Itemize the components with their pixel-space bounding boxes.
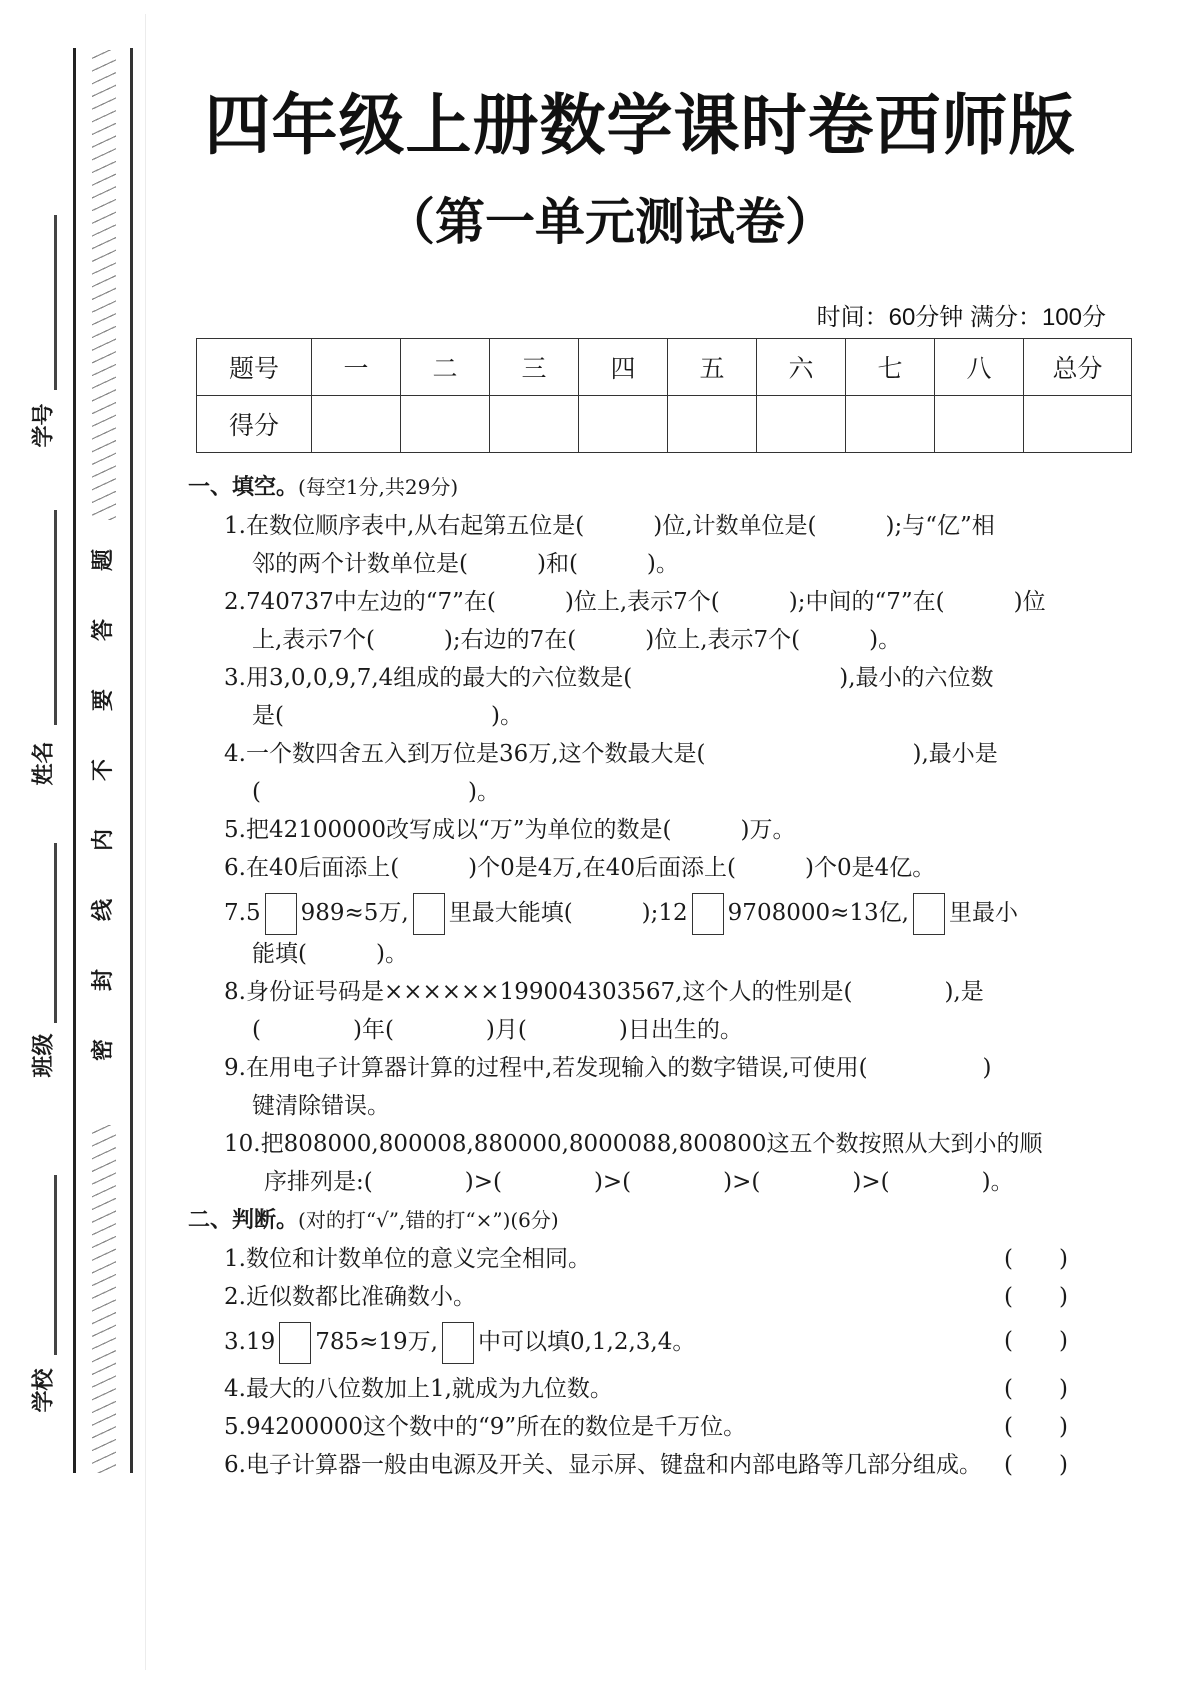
question-text: 6.电子计算器一般由电源及开关、显示屏、键盘和内部电路等几部分组成。 (224, 1452, 982, 1478)
binding-margin (0, 0, 146, 1684)
question-text: 邻的两个计数单位是( )和( )。 (252, 551, 679, 577)
section1-note: (每空1分,共29分) (298, 475, 459, 499)
score-row-label: 得分 (197, 396, 312, 453)
judge-question-3 (188, 1322, 1068, 1364)
score-cell[interactable] (935, 396, 1024, 453)
fill-question-5 (188, 811, 1068, 849)
seal-char: 题 (90, 548, 116, 572)
student-id-field[interactable] (54, 215, 57, 390)
seal-char: 密 (90, 1038, 116, 1062)
question-text: 9708000≈13亿, (727, 900, 909, 926)
exam-meta: 时间：60分钟 满分：100分 (816, 304, 1106, 331)
judge-question-6 (188, 1446, 1068, 1484)
seal-char: 线 (90, 898, 116, 922)
score-cell[interactable] (1024, 396, 1132, 453)
question-text: 5.94200000这个数中的“9”所在的数位是千万位。 (224, 1414, 747, 1440)
fill-question-7 (188, 893, 1068, 973)
question-text: 7.5 (224, 900, 261, 926)
question-text: 2.740737中左边的“7”在( )位上,表示7个( );中间的“7”在( )位 (224, 589, 1046, 615)
hatch-pattern-top (92, 50, 116, 520)
fill-question-9 (188, 1049, 1068, 1125)
question-text: ( )年( )月( )日出生的。 (252, 1017, 743, 1043)
table-header-cell: 一 (312, 339, 401, 396)
seal-char: 答 (90, 618, 116, 642)
question-text: 4.一个数四舍五入到万位是36万,这个数最大是( ),最小是 (224, 741, 998, 767)
score-table-score-row (197, 396, 1132, 453)
table-header-cell: 总分 (1024, 339, 1132, 396)
fill-question-10 (188, 1125, 1068, 1201)
question-text: 里最大能填( );12 (448, 900, 688, 926)
question-text: 4.最大的八位数加上1,就成为九位数。 (224, 1376, 613, 1402)
question-text-group (224, 1322, 695, 1364)
score-cell[interactable] (668, 396, 757, 453)
table-header-cell: 题号 (197, 339, 312, 396)
table-header-cell: 五 (668, 339, 757, 396)
question-text: 能填( )。 (252, 941, 408, 967)
question-text: 5.把42100000改写成以“万”为单位的数是( )万。 (224, 817, 796, 843)
score-cell[interactable] (579, 396, 668, 453)
question-text: ( )。 (252, 779, 500, 805)
question-text: 6.在40后面添上( )个0是4万,在40后面添上( )个0是4亿。 (224, 855, 936, 881)
question-text: 9.在用电子计算器计算的过程中,若发现输入的数字错误,可使用( ) (224, 1055, 992, 1081)
question-text: 1.在数位顺序表中,从右起第五位是( )位,计数单位是( );与“亿”相 (224, 513, 995, 539)
school-label: 学校 (31, 1368, 57, 1413)
answer-blank[interactable]: ( ) (1004, 1376, 1068, 1402)
class-label: 班级 (31, 1033, 57, 1078)
student-id-label: 学号 (31, 403, 57, 448)
answer-box[interactable] (692, 893, 724, 935)
fill-question-6 (188, 849, 1068, 887)
judge-question-4 (188, 1370, 1068, 1408)
section1-heading (188, 468, 1068, 507)
fill-question-1 (188, 507, 1068, 583)
question-text: 3.19 (224, 1329, 276, 1355)
question-text: 2.近似数都比准确数小。 (224, 1284, 476, 1310)
section2-heading (188, 1201, 1068, 1240)
judge-question-2 (188, 1278, 1068, 1316)
judge-question-5 (188, 1408, 1068, 1446)
score-table-header-row (197, 339, 1132, 396)
question-text: 989≈5万, (300, 900, 409, 926)
answer-blank[interactable]: ( ) (1004, 1414, 1068, 1440)
answer-box[interactable] (265, 893, 297, 935)
answer-box[interactable] (442, 1322, 474, 1364)
question-text: 里最小 (948, 900, 1018, 926)
question-text: 是( )。 (252, 703, 523, 729)
question-text: 上,表示7个( );右边的7在( )位上,表示7个( )。 (252, 627, 902, 653)
judge-question-1 (188, 1240, 1068, 1278)
seal-char: 封 (90, 968, 116, 992)
question-text: 3.用3,0,0,9,7,4组成的最大的六位数是( ),最小的六位数 (224, 665, 994, 691)
margin-divider (145, 14, 146, 1670)
seal-warning-text (92, 525, 116, 1085)
table-header-cell: 七 (846, 339, 935, 396)
table-header-cell: 三 (490, 339, 579, 396)
questions-area (188, 468, 1068, 1484)
hatch-pattern-bottom (92, 1125, 116, 1473)
question-text: 序排列是:( )>( )>( )>( )>( )。 (264, 1169, 1014, 1195)
question-text: 8.身份证号码是××××××199004303567,这个人的性别是( ),是 (224, 979, 984, 1005)
question-text: 中可以填0,1,2,3,4。 (477, 1329, 696, 1355)
class-field[interactable] (54, 843, 57, 1023)
score-cell[interactable] (401, 396, 490, 453)
answer-blank[interactable]: ( ) (1004, 1452, 1068, 1478)
page-title: 四年级上册数学课时卷西师版 (204, 87, 1076, 164)
score-cell[interactable] (757, 396, 846, 453)
school-field[interactable] (54, 1175, 57, 1355)
fill-question-4 (188, 735, 1068, 811)
answer-box[interactable] (913, 893, 945, 935)
question-text: 1.数位和计数单位的意义完全相同。 (224, 1246, 591, 1272)
table-header-cell: 四 (579, 339, 668, 396)
question-text: 785≈19万, (315, 1329, 438, 1355)
section2-note: (对的打“√”,错的打“×”)(6分) (298, 1208, 559, 1232)
answer-box[interactable] (279, 1322, 311, 1364)
answer-blank[interactable]: ( ) (1004, 1284, 1068, 1310)
name-label: 姓名 (31, 741, 57, 786)
seal-char: 要 (90, 688, 116, 712)
seal-char: 不 (90, 758, 116, 782)
page-subtitle: （第一单元测试卷） (385, 193, 835, 251)
score-cell[interactable] (490, 396, 579, 453)
question-text: 10.把808000,800008,880000,8000088,800800这五个数按照从大到小的顺 (224, 1131, 1043, 1157)
score-table (196, 338, 1132, 453)
table-header-cell: 六 (757, 339, 846, 396)
fill-question-2 (188, 583, 1068, 659)
answer-blank[interactable]: ( ) (1004, 1246, 1068, 1272)
section2-title: 二、判断。 (188, 1208, 299, 1233)
score-cell[interactable] (312, 396, 401, 453)
name-field[interactable] (54, 510, 57, 725)
table-header-cell: 二 (401, 339, 490, 396)
seal-char: 内 (90, 828, 116, 852)
score-cell[interactable] (846, 396, 935, 453)
answer-box[interactable] (413, 893, 445, 935)
question-text: 键清除错误。 (252, 1093, 390, 1119)
answer-blank[interactable]: ( ) (1004, 1328, 1068, 1354)
fill-question-8 (188, 973, 1068, 1049)
table-header-cell: 八 (935, 339, 1024, 396)
section1-title: 一、填空。 (188, 475, 299, 500)
fill-question-3 (188, 659, 1068, 735)
